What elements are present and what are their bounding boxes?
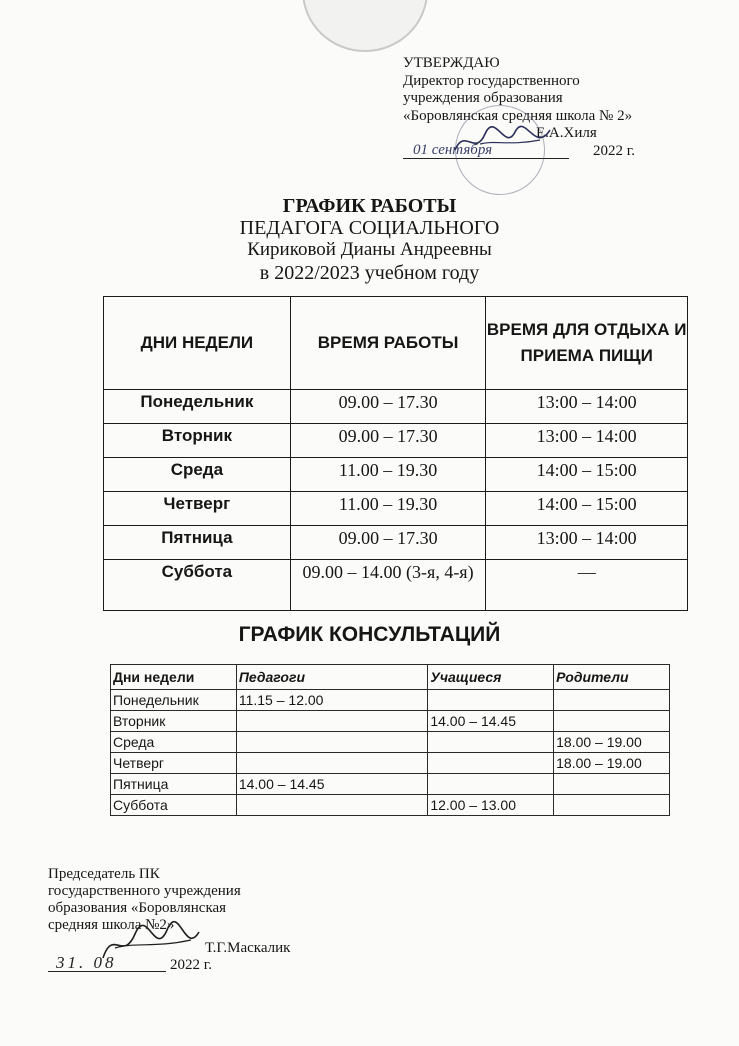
table-row xyxy=(111,732,670,753)
table-row xyxy=(111,753,670,774)
header-rest-time: ВРЕМЯ ДЛЯ ОТДЫХА И ПРИЕМА ПИЩИ xyxy=(486,297,688,390)
person-name: Кириковой Дианы Андреевны xyxy=(247,239,492,260)
table-row xyxy=(104,560,688,611)
teachers-cell: 11.15 – 12.00 xyxy=(236,690,428,711)
table-header-row xyxy=(104,297,688,390)
table-row xyxy=(104,458,688,492)
table-row xyxy=(111,690,670,711)
rest-time-cell: 13:00 – 14:00 xyxy=(486,390,688,424)
schedule-titles xyxy=(0,195,739,285)
day-cell: Четверг xyxy=(104,492,291,526)
table-row xyxy=(104,390,688,424)
teachers-cell xyxy=(236,711,428,732)
day-cell: Суббота xyxy=(104,560,291,611)
header-students: Учащиеся xyxy=(428,665,554,690)
director-name: Е.А.Хиля xyxy=(536,125,597,141)
students-cell: 14.00 – 14.45 xyxy=(428,711,554,732)
table-row xyxy=(104,424,688,458)
table-row xyxy=(104,492,688,526)
students-cell xyxy=(428,753,554,774)
chair-line-2: государственного учреждения xyxy=(48,883,241,899)
table-row xyxy=(104,526,688,560)
approval-date: 01 сентября xyxy=(413,142,493,158)
table-row xyxy=(111,795,670,816)
rest-time-cell: 14:00 – 15:00 xyxy=(486,492,688,526)
table-row xyxy=(111,711,670,732)
work-time-cell: 11.00 – 19.30 xyxy=(290,458,486,492)
chair-signature xyxy=(95,918,205,966)
day-cell: Вторник xyxy=(104,424,291,458)
header-days: Дни недели xyxy=(111,665,237,690)
teachers-cell xyxy=(236,795,428,816)
consultation-title: ГРАФИК КОНСУЛЬТАЦИЙ xyxy=(238,623,501,646)
students-cell xyxy=(428,732,554,753)
work-time-cell: 09.00 – 14.00 (3-я, 4-я) xyxy=(290,560,486,611)
rest-time-cell: 13:00 – 14:00 xyxy=(486,424,688,458)
day-cell: Среда xyxy=(111,732,237,753)
day-cell: Вторник xyxy=(111,711,237,732)
header-days: ДНИ НЕДЕЛИ xyxy=(104,297,291,390)
table-header-row xyxy=(111,665,670,690)
work-time-cell: 09.00 – 17.30 xyxy=(290,526,486,560)
rest-time-cell: 13:00 – 14:00 xyxy=(486,526,688,560)
chair-date: 31. 08 xyxy=(56,953,117,972)
day-cell: Понедельник xyxy=(111,690,237,711)
students-cell xyxy=(428,774,554,795)
school-year: в 2022/2023 учебном году xyxy=(259,262,480,284)
approval-heading: УТВЕРЖДАЮ xyxy=(403,55,500,71)
day-cell: Пятница xyxy=(104,526,291,560)
parents-cell xyxy=(554,774,670,795)
approval-year: 2022 г. xyxy=(593,143,635,159)
chair-line-4: средняя школа №2» xyxy=(48,917,175,933)
students-cell xyxy=(428,690,554,711)
table-row xyxy=(111,774,670,795)
day-cell: Пятница xyxy=(111,774,237,795)
header-teachers: Педагоги xyxy=(236,665,428,690)
work-time-cell: 11.00 – 19.30 xyxy=(290,492,486,526)
seal-stamp-top xyxy=(302,0,428,52)
approval-line-1: Директор государственного xyxy=(403,72,580,89)
position-title: ПЕДАГОГА СОЦИАЛЬНОГО xyxy=(239,217,500,239)
header-work-time: ВРЕМЯ РАБОТЫ xyxy=(290,297,486,390)
director-signature xyxy=(450,122,560,162)
day-cell: Четверг xyxy=(111,753,237,774)
day-cell: Суббота xyxy=(111,795,237,816)
approval-line-2: учреждения образования xyxy=(403,90,563,106)
consultation-table xyxy=(110,664,670,816)
teachers-cell: 14.00 – 14.45 xyxy=(236,774,428,795)
teachers-cell xyxy=(236,732,428,753)
work-time-cell: 09.00 – 17.30 xyxy=(290,390,486,424)
rest-time-cell: — xyxy=(486,560,688,611)
parents-cell xyxy=(554,711,670,732)
page-title: ГРАФИК РАБОТЫ xyxy=(282,195,457,217)
parents-cell: 18.00 – 19.00 xyxy=(554,732,670,753)
teachers-cell xyxy=(236,753,428,774)
parents-cell: 18.00 – 19.00 xyxy=(554,753,670,774)
parents-cell xyxy=(554,690,670,711)
rest-time-cell: 14:00 – 15:00 xyxy=(486,458,688,492)
chair-line-1: Председатель ПК xyxy=(48,866,160,882)
chair-name: Т.Г.Маскалик xyxy=(205,940,291,956)
work-schedule-table xyxy=(103,296,688,611)
chair-line-3: образования «Боровлянская xyxy=(48,900,227,916)
chair-year: 2022 г. xyxy=(170,957,212,973)
day-cell: Среда xyxy=(104,458,291,492)
header-parents: Родители xyxy=(554,665,670,690)
students-cell: 12.00 – 13.00 xyxy=(428,795,554,816)
day-cell: Понедельник xyxy=(104,390,291,424)
work-time-cell: 09.00 – 17.30 xyxy=(290,424,486,458)
approval-line-3: «Боровлянская средняя школа № 2» xyxy=(403,107,633,124)
parents-cell xyxy=(554,795,670,816)
